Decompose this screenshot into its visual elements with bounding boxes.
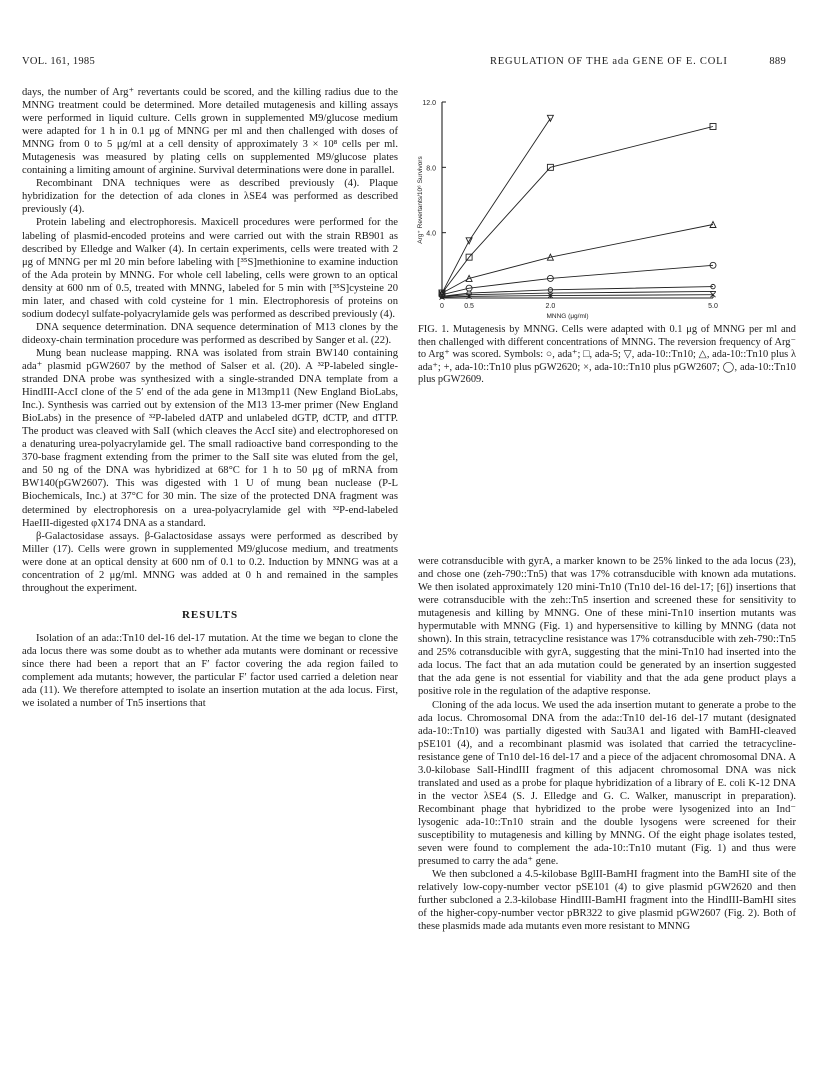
figure-1-chart bbox=[408, 90, 728, 320]
paragraph: were cotransducible with gyrA, a marker known to be 25% linked to the ada locus (23), and chose one (zeh-790::Tn5) that was 17% cotransducible with known ada mutations. We then isolated approximately 120 mini-Tn10 (Tn10 del-16 del-17; [6]) insertions that were cotransducible with the zeh::Tn5 insertion and screened these for sensitivity to mutagenesis and killing by MNNG. One of these mini-Tn10 insertion mutants was hypermutable with MNNG (Fig. 1) and hypersensitive to killing by MNNG (data not shown). In this strain, tetracycline resistance was 17% cotransducible with zeh-790::Tn5 and 25% cotransducible with gyrA, suggesting that the mini-Tn10 had inserted into the ada locus. The fact that an ada mutation could be generated by an insertion suggested that the ada gene is not essential for viability and that the ada gene product plays a positive role in the regulation of the adaptive response. bbox=[418, 556, 796, 698]
page-number: 889 bbox=[769, 56, 786, 67]
running-title: REGULATION OF THE ada GENE OF E. COLI bbox=[490, 56, 728, 67]
series-line bbox=[442, 127, 713, 294]
paragraph: Protein labeling and electrophoresis. Maxicell procedures were performed for the labeling of plasmid-encoded proteins and were carried out with the strain RB901 as described by Elledge and Walker (4). In certain experiments, cells were treated with 2 μg of MNNG per ml 20 min before labeling with [³⁵S]methionine to examine induction of the Ada protein by MNNG. For whole cell labeling, cells were grown to an optical density at 600 nm of 0.5, treated with MNNG, labeled for 5 min with [³⁵S]cysteine 20 min later, and chased with cold cysteine for 1 min. Electrophoresis of proteins on sodium dodecyl sulfate-polyacrylamide gels was performed as described previously (4). bbox=[22, 217, 398, 320]
y-tick-label: 8.0 bbox=[426, 165, 436, 173]
y-axis-label: Arg⁺ Revertants/10⁶ Survivors bbox=[417, 156, 424, 244]
paragraph: DNA sequence determination. DNA sequence determination of M13 clones by the dideoxy-chain termination procedure was performed as described by Sanger et al. (22). bbox=[22, 321, 398, 346]
x-tick-label: 2.0 bbox=[545, 303, 556, 310]
figure-caption bbox=[418, 324, 796, 387]
y-tick-label: 12.0 bbox=[422, 100, 436, 107]
series-line bbox=[442, 118, 550, 293]
paragraph: Isolation of an ada::Tn10 del-16 del-17 mutation. At the time we began to clone the ada locus there was some doubt as to whether ada mutants were dominant or recessive since there had been a report that an F′ factor covering the ada region failed to complement ada mutants; however, the particular F′ factor used carried a deletion near ada (11). We therefore attempted to isolate an insertion mutation at the ada locus. First, we isolated a number of Tn5 insertions that bbox=[22, 632, 398, 710]
y-tick-label: 4.0 bbox=[426, 230, 436, 238]
paragraph: β-Galactosidase assays. β-Galactosidase assays were performed as described by Miller (17). Cells were grown in supplemented M9/glucose medium, and treatments were done at an optical density at 600 nm of 0.1 to 0.2. Induction by MNNG was at a concentration of 2 μg/ml. MNNG was added at 0 h and remained in the samples throughout the experiment. bbox=[22, 530, 398, 594]
paragraph: We then subcloned a 4.5-kilobase BglII-BamHI fragment into the BamHI site of the relatively low-copy-number vector pSE101 (4) to give plasmid pGW2620 and then further subcloned a 2.3-kilobase HindIII-BamHI fragment into the HindIII-BamHI sites of the higher-copy-number vector pBR322 to give plasmid pGW2607 (Fig. 2). Both of these plasmids made ada mutants even more resistant to MNNG bbox=[418, 869, 796, 933]
journal-volume: VOL. 161, 1985 bbox=[22, 56, 96, 67]
data-point bbox=[547, 115, 553, 121]
caption-text: FIG. 1. Mutagenesis by MNNG. Cells were adapted with 0.1 μg of MNNG per ml and then challenged with different concentrations of MNNG. The reversion frequency of Arg⁻ to Arg⁺ was scored. Symbols: ○, ada⁺; □, ada-5; ▽, ada-10::Tn10; △, ada-10::Tn10 plus λ ada⁺; +, ada-10::Tn10 plus pGW2620; ×, ada-10::Tn10 plus pGW2607; ◯, ada-10::Tn10 plus pGW2609. bbox=[418, 324, 796, 386]
series-line bbox=[442, 265, 713, 294]
series-line bbox=[442, 225, 713, 294]
paragraph: Cloning of the ada locus. We used the ada insertion mutant to generate a probe to the ada locus. Chromosomal DNA from the ada::Tn10 del-16 del-17 mutant (designated ada-10::Tn10) was partially digested with Sau3A1 and ligated with BamHI-cleaved pSE101 (4), and a recombinant plasmid was isolated that carried the tetracycline-resistance gene of Tn10 del-16 del-17 and a piece of the adjacent chromosomal DNA. A 3.0-kilobase SalI-HindIII fragment of this adjacent chromosomal DNA was nick translated and used as a probe for plaque hybridization of a library of E. coli K-12 DNA in the vector λSE4 (S. J. Elledge and G. C. Walker, manuscript in preparation). Recombinant phage that hybridized to the probe were lysogenized into an Ind⁻ lysogenic ada-10::Tn10 strain and the double lysogens were screened for their susceptibility to mutagenesis and killing by MNNG. Of the eight phage isolates tested, seven were found to complement the ada-10::Tn10 mutant (Fig. 1) and thus were presumed to carry the ada⁺ gene. bbox=[418, 699, 796, 868]
paragraph: days, the number of Arg⁺ revertants could be scored, and the killing radius due to the MNNG treatment could be determined. More detailed mutagenesis and killing assays were performed in liquid culture. Cells grown in supplemented M9/glucose medium were adapted for 1 h in 0.1 μg of MNNG per ml and then challenged with doses of MNNG from 0 to 5 μg/ml at a cell density of approximately 3 × 10⁸ cells per ml. Mutagenesis was measured by plating cells on supplemented M9/glucose plates containing a limiting amount of arginine. Survival determinations were done in parallel. bbox=[22, 87, 398, 177]
section-heading: RESULTS bbox=[181, 608, 239, 621]
left-column bbox=[22, 86, 398, 710]
series-line bbox=[442, 295, 713, 297]
paragraph: Recombinant DNA techniques were as described previously (4). Plaque hybridization for the detection of ada clones in λSE4 was performed as described previously (4). bbox=[22, 178, 398, 216]
x-tick-label: 5.0 bbox=[708, 303, 718, 310]
x-tick-label: 0 bbox=[440, 303, 444, 310]
right-column bbox=[418, 555, 796, 933]
x-tick-label: 0.5 bbox=[464, 303, 474, 310]
x-axis-label: MNNG (μg/ml) bbox=[546, 313, 589, 320]
paragraph: Mung bean nuclease mapping. RNA was isolated from strain BW140 containing ada⁺ plasmid pGW2607 by the method of Salser et al. (20). A ³²P-labeled single-stranded DNA probe was synthesized with a single-stranded DNA template from a HindIII-AccI clone of the 5′ end of the ada gene in M13mp11 (New England BioLabs, Inc.). Synthesis was carried out by extension of the M13 13-mer primer (New England BioLabs) in the presence of ³²P-labeled dATP and unlabeled dGTP, dCTP, and dTTP. The product was cleaved with SalI (which cleaves the AccI site) and electrophoresed on a denaturing urea-polyacrylamide gel. The small radioactive band corresponding to the 370-base fragment extending from the primer to the SalI site was eluted from the gel, and 50 ng of the DNA was hybridized at 68°C for 1 h to 50 μg of mRNA from BW140(pGW2607). This was digested with 1 U of mung bean nuclease (P-L Biochemicals, Inc.) at 37°C for 30 min. The size of the protected DNA fragment was determined by electrophoresis on a urea-polyacrylamide gel with ³²P-end-labeled HaeIII-digested φX174 DNA as a standard. bbox=[22, 347, 398, 529]
